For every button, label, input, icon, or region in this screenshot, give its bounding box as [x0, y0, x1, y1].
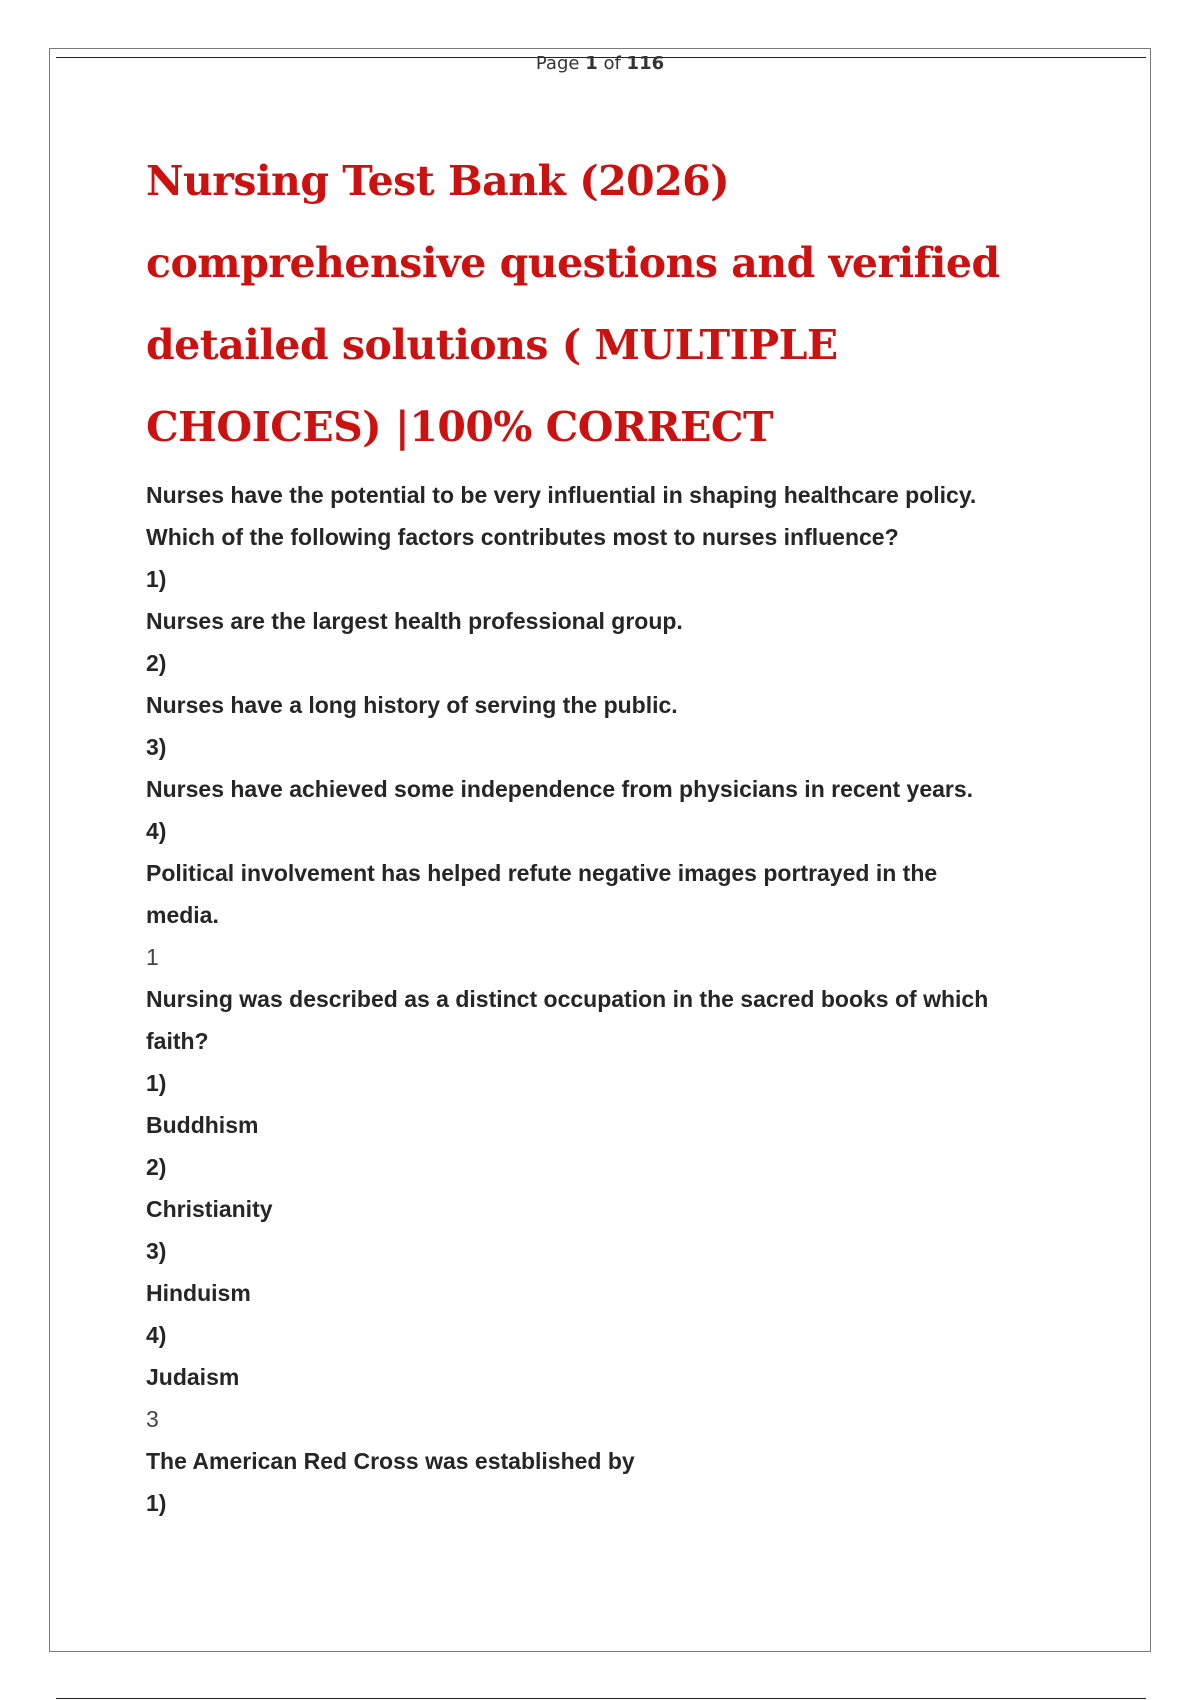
- page-current: 1: [585, 53, 598, 74]
- question-2-option-4-text: Judaism: [146, 1364, 240, 1390]
- question-1-option-4-text-line-2: media.: [146, 902, 219, 928]
- page-of: of: [603, 53, 621, 74]
- next-page-header-rule: [56, 1698, 1146, 1699]
- question-1-option-3-number: 3): [146, 734, 167, 760]
- page-label: Page: [535, 53, 580, 74]
- question-2-option-3-number: 3): [146, 1238, 167, 1264]
- question-1-stem-line-1: Nurses have the potential to be very influential in shaping healthcare policy.: [146, 482, 977, 508]
- question-2-option-2-number: 2): [146, 1154, 167, 1180]
- question-1-option-1-text: Nurses are the largest health professional group.: [146, 608, 683, 634]
- question-2-option-1-text: Buddhism: [146, 1112, 259, 1138]
- question-2-stem-line-1: Nursing was described as a distinct occupation in the sacred books of which: [146, 986, 989, 1012]
- question-3-option-1-number: 1): [146, 1490, 167, 1516]
- question-list: [146, 474, 1046, 1524]
- question-1-option-2-number: 2): [146, 650, 167, 676]
- question-2-stem-line-2: faith?: [146, 1028, 209, 1054]
- page-total: 116: [626, 53, 665, 74]
- question-2-answer: 3: [146, 1406, 159, 1432]
- question-1-answer: 1: [146, 944, 159, 970]
- question-2-option-1-number: 1): [146, 1070, 167, 1096]
- question-1-option-4-number: 4): [146, 818, 167, 844]
- document-title: Nursing Test Bank (2026) comprehensive questions and verified detailed solutions ( MULTIPLE CHOICES) |100% CORRECT: [146, 157, 1000, 451]
- question-1-stem-line-2: Which of the following factors contributes most to nurses influence?: [146, 524, 899, 550]
- question-1-option-1-number: 1): [146, 566, 167, 592]
- question-1-option-4-text-line-1: Political involvement has helped refute negative images portrayed in the: [146, 860, 938, 886]
- question-1-option-2-text: Nurses have a long history of serving the public.: [146, 692, 678, 718]
- question-2-option-3-text: Hinduism: [146, 1280, 251, 1306]
- question-3-stem-line-1: The American Red Cross was established by: [146, 1448, 635, 1474]
- question-2-option-2-text: Christianity: [146, 1196, 273, 1222]
- page-number: [0, 50, 1200, 78]
- question-1-option-3-text: Nurses have achieved some independence from physicians in recent years.: [146, 776, 974, 802]
- question-2-option-4-number: 4): [146, 1322, 167, 1348]
